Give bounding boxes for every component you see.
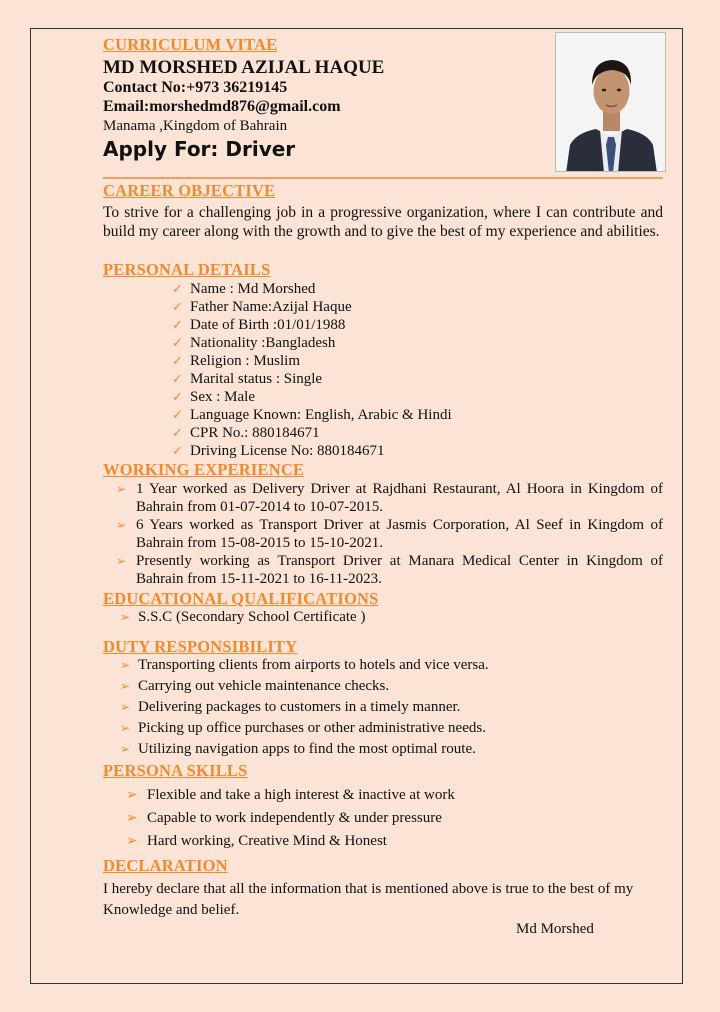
check-mark-icon: ✓ xyxy=(172,389,183,404)
arrow-bullet-icon: ➢ xyxy=(120,610,131,624)
list-item: ✓ Language Known: English, Arabic & Hindi xyxy=(172,407,452,423)
list-item: ✓ Marital status : Single xyxy=(172,371,323,387)
list-item: ✓ Sex : Male xyxy=(172,389,255,405)
arrow-bullet-icon: ➢ xyxy=(126,788,138,803)
check-mark-icon: ✓ xyxy=(172,353,183,368)
arrow-bullet-icon: ➢ xyxy=(120,679,131,693)
arrow-bullet-icon: ➢ xyxy=(120,742,131,756)
declaration-heading: DECLARATION xyxy=(103,856,228,875)
check-mark-icon: ✓ xyxy=(172,443,183,458)
list-item: ➢ Carrying out vehicle maintenance checks. xyxy=(120,678,390,694)
list-item: ➢ Picking up office purchases or other administrative needs. xyxy=(120,720,486,736)
arrow-bullet-icon: ➢ xyxy=(120,658,131,672)
check-mark-icon: ✓ xyxy=(172,371,183,386)
duty-heading: DUTY RESPONSIBILITY xyxy=(103,637,298,656)
arrow-bullet-icon: ➢ xyxy=(116,518,127,532)
career-objective-text: To strive for a challenging job in a progressive organization, where I can contribute and build my career along with the growth and to give the best of my experience and abilities. xyxy=(103,204,663,240)
declaration-text: I hereby declare that all the information that is mentioned above is true to the best of my Knowledge and belief. xyxy=(103,881,634,918)
arrow-bullet-icon: ➢ xyxy=(120,721,131,735)
check-mark-icon: ✓ xyxy=(172,335,183,350)
check-mark-icon: ✓ xyxy=(172,407,183,422)
arrow-bullet-icon: ➢ xyxy=(116,482,127,496)
email-address: Email:morshedmd876@gmail.com xyxy=(103,98,341,115)
personal-details-list xyxy=(172,280,452,460)
arrow-bullet-icon: ➢ xyxy=(126,811,138,826)
list-item: ✓ CPR No.: 880184671 xyxy=(172,425,320,441)
apply-for-title: Apply For: Driver xyxy=(103,137,296,161)
list-item: ➢ 1 Year worked as Delivery Driver at Rajdhani Restaurant, Al Hoora in Kingdom of Bahrain from 01-07-2014 to 10-07-2015. xyxy=(116,481,663,515)
list-item: ✓ Nationality :Bangladesh xyxy=(172,335,336,351)
arrow-bullet-icon: ➢ xyxy=(116,554,127,568)
arrow-bullet-icon: ➢ xyxy=(126,834,138,849)
check-mark-icon: ✓ xyxy=(172,299,183,314)
candidate-name: MD MORSHED AZIJAL HAQUE xyxy=(103,57,385,78)
profile-photo xyxy=(555,32,666,172)
list-item: ➢ S.S.C (Secondary School Certificate ) xyxy=(120,609,366,625)
skills-list xyxy=(126,786,455,855)
cv-title: CURRICULUM VITAE xyxy=(103,35,278,54)
list-item: ➢ 6 Years worked as Transport Driver at Jasmis Corporation, Al Seef in Kingdom of Bahrain from 15-08-2015 to 15-10-2021. xyxy=(116,517,663,551)
personal-details-heading: PERSONAL DETAILS xyxy=(103,260,271,279)
contact-number: Contact No:+973 36219145 xyxy=(103,79,288,96)
education-heading: EDUCATIONAL QUALIFICATIONS xyxy=(103,589,379,608)
list-item: ➢ Capable to work independently & under pressure xyxy=(126,810,442,826)
signature-name: Md Morshed xyxy=(516,921,594,937)
check-mark-icon: ✓ xyxy=(172,281,183,296)
list-item: ✓ Date of Birth :01/01/1988 xyxy=(172,317,346,333)
working-experience-heading: WORKING EXPERIENCE xyxy=(103,460,305,479)
header-divider xyxy=(103,177,663,179)
list-item: ➢ Flexible and take a high interest & inactive at work xyxy=(126,787,455,803)
list-item: ✓ Father Name:Azijal Haque xyxy=(172,299,352,315)
list-item: ➢ Presently working as Transport Driver at Manara Medical Center in Kingdom of Bahrain from 15-11-2021 to 16-11-2023. xyxy=(116,553,663,587)
arrow-bullet-icon: ➢ xyxy=(120,700,131,714)
duty-list xyxy=(120,656,489,761)
list-item: ➢ Utilizing navigation apps to find the most optimal route. xyxy=(120,741,476,757)
working-experience-list xyxy=(103,480,663,588)
list-item: ✓ Religion : Muslim xyxy=(172,353,301,369)
list-item: ✓ Driving License No: 880184671 xyxy=(172,443,385,459)
career-objective-heading: CAREER OBJECTIVE xyxy=(103,181,276,200)
list-item: ➢ Hard working, Creative Mind & Honest xyxy=(126,833,387,849)
check-mark-icon: ✓ xyxy=(172,317,183,332)
list-item: ➢ Transporting clients from airports to hotels and vice versa. xyxy=(120,657,489,673)
list-item: ✓ Name : Md Morshed xyxy=(172,281,316,297)
list-item: ➢ Delivering packages to customers in a timely manner. xyxy=(120,699,461,715)
location: Manama ,Kingdom of Bahrain xyxy=(103,118,288,134)
skills-heading: PERSONA SKILLS xyxy=(103,761,248,780)
check-mark-icon: ✓ xyxy=(172,425,183,440)
